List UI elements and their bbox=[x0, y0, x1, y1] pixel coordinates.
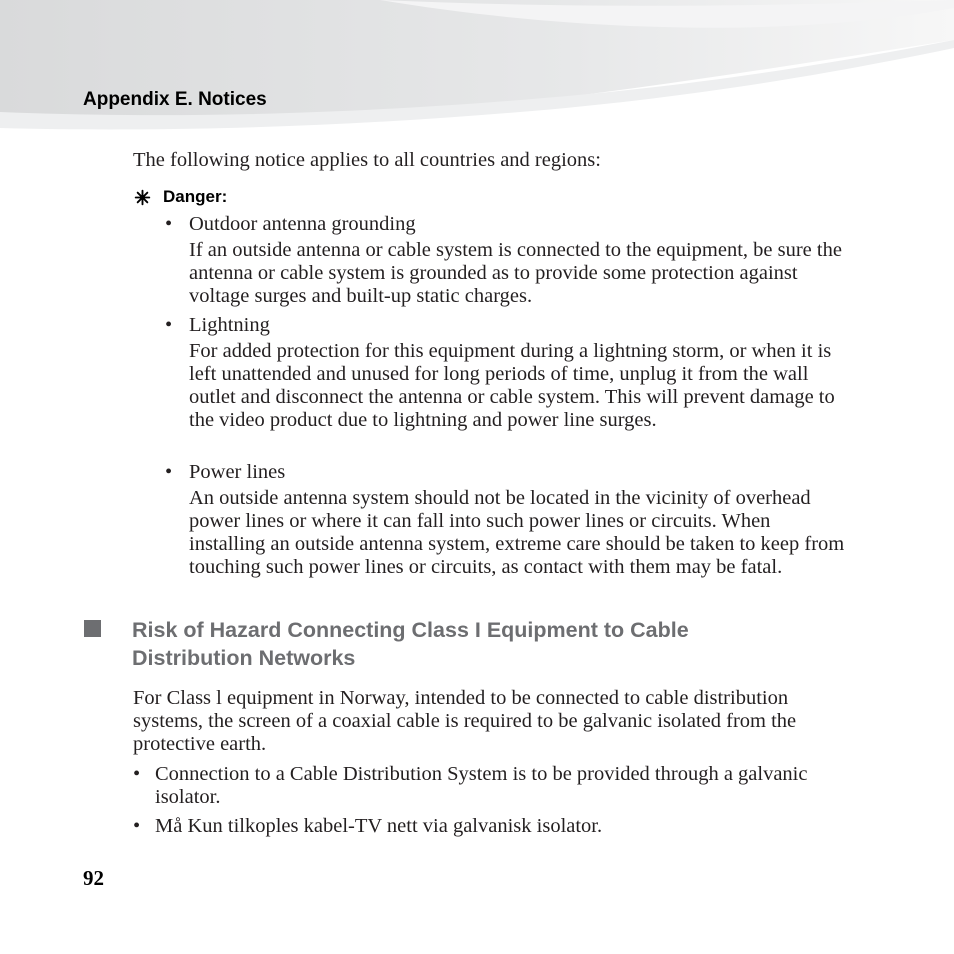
danger-heading bbox=[134, 187, 227, 207]
danger-item-body: For added protection for this equipment during a lightning storm, or when it is left unattended and unused for long periods of time, unplug it from the wall outlet and disconnect the antenna or cable system. This will prevent damage to the video product due to lightning and power line surges. bbox=[189, 340, 835, 431]
section-heading bbox=[132, 616, 832, 672]
bullet-icon: • bbox=[133, 763, 141, 785]
bullet-icon: • bbox=[165, 461, 173, 483]
section-bullet-text: Må Kun tilkoples kabel-TV nett via galvanisk isolator. bbox=[155, 815, 603, 837]
section-bullet-text: Connection to a Cable Distribution System is to be provided through a galvanic isolator. bbox=[155, 763, 808, 808]
intro-paragraph: The following notice applies to all countries and regions: bbox=[133, 149, 601, 171]
square-section-marker-icon bbox=[84, 620, 101, 637]
header-swoosh-graphic bbox=[0, 0, 954, 140]
section-heading-line: Distribution Networks bbox=[132, 646, 356, 670]
section-paragraph: For Class l equipment in Norway, intended to be connected to cable distribution systems, the screen of a coaxial cable is required to be galvanic isolated from the protective earth. bbox=[133, 687, 797, 755]
danger-item-title: Outdoor antenna grounding bbox=[189, 213, 416, 235]
danger-item-body: If an outside antenna or cable system is connected to the equipment, be sure the antenna or cable system is grounded as to provide some protection against voltage surges and built-up static charges. bbox=[189, 239, 842, 307]
danger-item-title: Lightning bbox=[189, 314, 270, 336]
danger-item-title: Power lines bbox=[189, 461, 286, 483]
bullet-icon: • bbox=[133, 815, 141, 837]
asterisk-hazard-icon bbox=[134, 189, 151, 206]
danger-item-body: An outside antenna system should not be located in the vicinity of overhead power lines or where it can fall into such power lines or circuits. When installing an outside antenna system, extreme care should be taken to keep from touching such power lines or circuits, as contact with them may be fatal. bbox=[189, 487, 845, 578]
bullet-icon: • bbox=[165, 213, 173, 235]
danger-label: Danger: bbox=[163, 187, 228, 206]
header-title: Appendix E. Notices bbox=[83, 89, 267, 110]
bullet-icon: • bbox=[165, 314, 173, 336]
page-number: 92 bbox=[83, 866, 104, 890]
section-heading-line: Risk of Hazard Connecting Class I Equipment to Cable bbox=[132, 618, 689, 642]
